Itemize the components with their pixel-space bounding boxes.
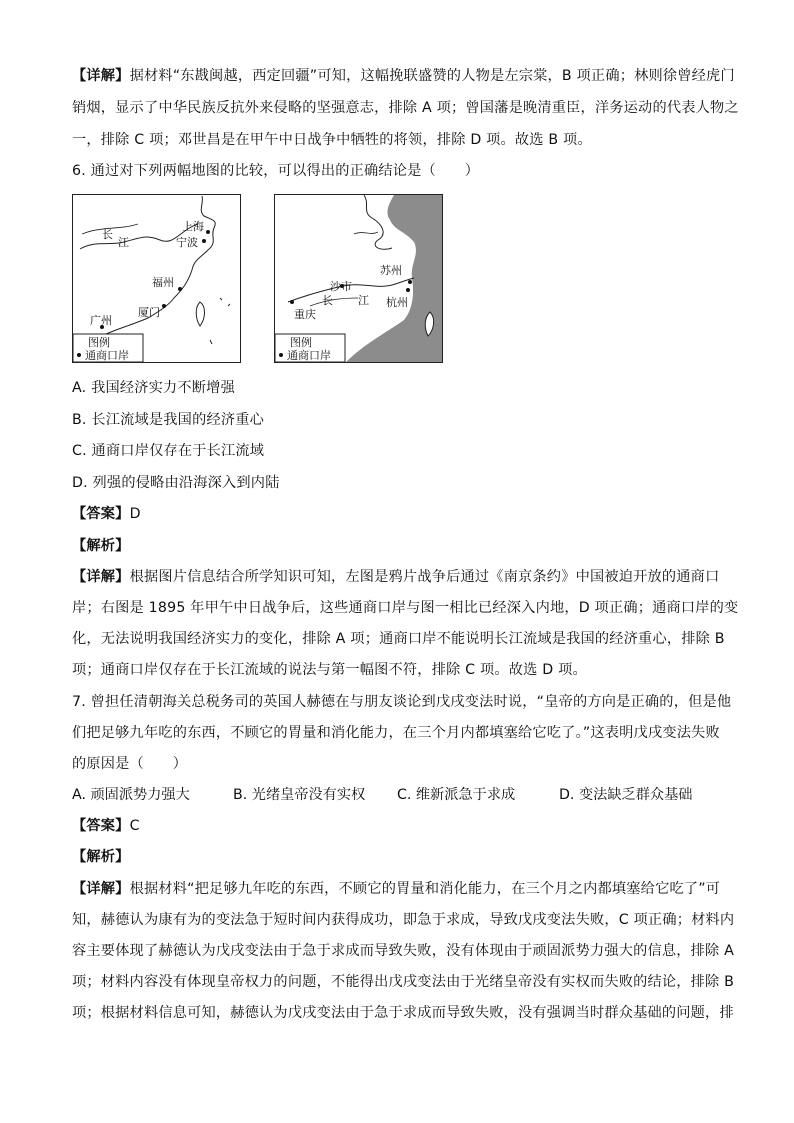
- legend-title: 图例: [88, 336, 110, 349]
- q7-detail-line-4: 项；材料内容没有体现皇帝权力的问题，不能得出戊戌变法由于光绪皇帝没有实权而失败的结论，排除 B: [72, 974, 735, 990]
- map-right: [274, 194, 443, 364]
- q5-detail-line-1: [72, 66, 735, 86]
- q7-stem-line-2: 们把足够九年吃的东西，不顾它的胃量和消化能力，在三个月内都填塞给它吃了。”这表明戊戌变法失败: [72, 725, 720, 741]
- port-dot: [290, 300, 294, 304]
- detail-tag: 【详解】: [72, 68, 130, 84]
- map-label: 长: [322, 294, 333, 307]
- q6-detail-text: 根据图片信息结合所学知识可知，左图是鸦片战争后通过《南京条约》中国被迫开放的通商口: [129, 569, 720, 585]
- port-dot: [162, 304, 166, 308]
- answer-tag: 【答案】: [72, 818, 130, 834]
- map-label: 江: [358, 294, 369, 307]
- port-dot: [202, 239, 206, 243]
- map-label: 上海: [182, 220, 204, 233]
- q7-detail-line-3: 容主要体现了赫德认为戊戌变法由于急于求成而导致失败，没有体现由于顽固派势力强大的信息，排除 A: [72, 943, 735, 959]
- map-label: 沙市: [330, 280, 352, 293]
- q6-detail-line-1: [72, 567, 724, 587]
- q6-option-c: C. 通商口岸仅存在于长江流域: [72, 443, 265, 459]
- q5-detail-text: 据材料“东戡闽越，西定回疆”可知，这幅挽联盛赞的人物是左宗棠，B 项正确；林则徐曾经虎门: [129, 68, 735, 84]
- q7-option-c: C. 维新派急于求成: [397, 787, 516, 803]
- legend-title: 图例: [290, 336, 312, 349]
- legend-dot: [279, 353, 283, 357]
- q5-detail-line-2: 销烟，显示了中华民族反抗外来侵略的坚强意志，排除 A 项；曾国藩是晚清重臣，洋务运动的代表人物之: [72, 100, 739, 116]
- q7-detail-text: 根据材料“把足够九年吃的东西，不顾它的胃量和消化能力，在三个月之内都填塞给它吃了”可: [129, 881, 721, 897]
- map-right-figure: [274, 194, 443, 364]
- q5-detail-line-3: 一，排除 C 项；邓世昌是在甲午中日战争中牺牲的将领，排除 D 项。故选 B 项。: [72, 132, 592, 148]
- q7-detail-line-5: 项；根据材料信息可知，赫德认为戊戌变法由于急于求成而导致失败，没有强调当时群众基础的问题，排: [72, 1005, 734, 1021]
- q7-stem-line-1: 7. 曾担任清朝海关总税务司的英国人赫德在与朋友谈论到戊戌变法时说，“皇帝的方向是正确的，但是他: [72, 694, 732, 710]
- port-dot: [178, 287, 182, 291]
- detail-tag: 【详解】: [72, 881, 130, 897]
- port-dot: [408, 280, 412, 284]
- map-label: 苏州: [380, 264, 402, 277]
- port-dot: [206, 230, 210, 234]
- q7-detail-line-1: [72, 879, 724, 899]
- q7-answer: [72, 816, 724, 836]
- map-label: 江: [118, 236, 129, 249]
- q7-option-d: D. 变法缺乏群众基础: [559, 787, 693, 803]
- q7-option-b: B. 光绪皇帝没有实权: [233, 787, 366, 803]
- q6-answer: [72, 504, 724, 524]
- q7-detail-line-2: 知，赫德认为康有为的变法急于短时间内获得成功，即急于求成，导致戊戌变法失败，C 项正确；材料内: [72, 912, 735, 928]
- map-left-figure: [72, 194, 241, 364]
- map-label: 宁波: [176, 236, 198, 249]
- q7-analysis-tag: 【解析】: [72, 849, 130, 865]
- q6-detail-line-4: 项；通商口岸仅存在于长江流域的说法与第一幅图不符，排除 C 项。故选 D 项。: [72, 662, 587, 678]
- port-dot: [406, 288, 410, 292]
- map-label: 杭州: [386, 296, 408, 309]
- answer-value: D: [129, 506, 141, 522]
- map-label: 广州: [90, 314, 112, 327]
- map-left: [72, 194, 241, 364]
- answer-tag: 【答案】: [72, 506, 130, 522]
- q6-detail-line-3: 化，无法说明我国经济实力的变化，排除 A 项；通商口岸不能说明长江流域是我国的经济重心，排除 B: [72, 631, 725, 647]
- q6-option-a: A. 我国经济实力不断增强: [72, 380, 235, 396]
- map-label: 厦门: [138, 306, 160, 319]
- q6-option-b: B. 长江流域是我国的经济重心: [72, 412, 265, 428]
- q6-stem: 6. 通过对下列两幅地图的比较，可以得出的正确结论是（ ）: [72, 163, 480, 179]
- legend-item: 通商口岸: [287, 349, 331, 362]
- map-label: 重庆: [294, 308, 316, 321]
- map-label: 长: [102, 228, 113, 241]
- q6-analysis-tag: 【解析】: [72, 538, 130, 554]
- detail-tag: 【详解】: [72, 569, 130, 585]
- q7-stem-line-3: 的原因是（ ）: [72, 756, 188, 772]
- legend-dot: [77, 353, 81, 357]
- map-label: 福州: [152, 276, 174, 289]
- answer-value: C: [129, 818, 140, 834]
- q7-option-a: A. 顽固派势力强大: [72, 787, 190, 803]
- legend-item: 通商口岸: [85, 349, 129, 362]
- q6-option-d: D. 列强的侵略由沿海深入到内陆: [72, 475, 280, 491]
- q6-detail-line-2: 岸；右图是 1895 年甲午中日战争后，这些通商口岸与图一相比已经深入内地，D 项正确；通商口岸的变: [72, 600, 739, 616]
